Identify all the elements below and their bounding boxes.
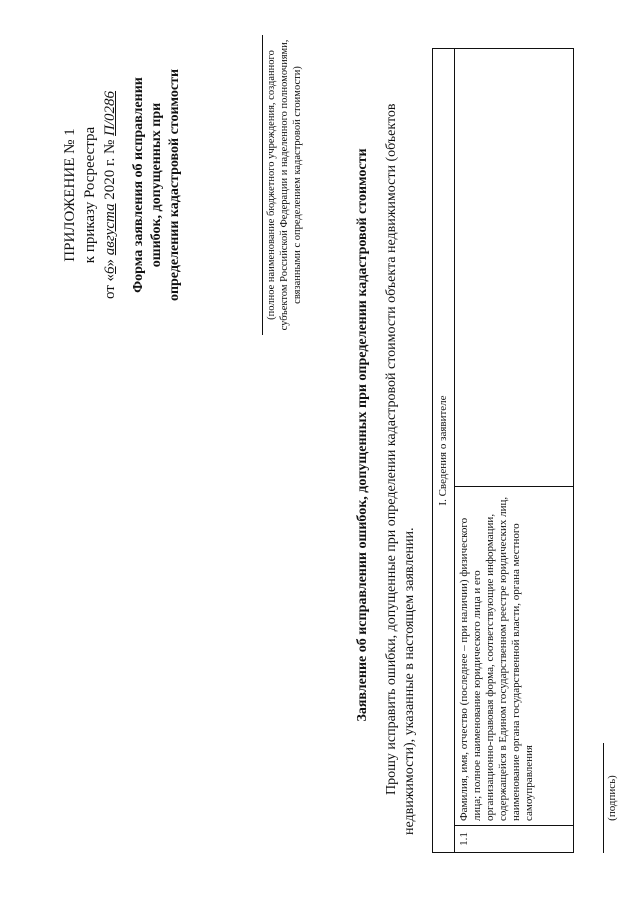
row-description: Фамилия, имя, отчество (последнее – при наличии) физического лица; полное наименование юридического лица и его организационно-правовая форма, соответствующие информации, содержащейся в Едином государственном реестре юридических лиц, наименование органа государственной власти, органа местного самоуправления [455,487,574,826]
appendix-order: к приказу Росреестра [82,126,98,264]
applicant-info-table [432,48,574,853]
org-caption: (полное наименование бюджетного учреждения, созданного субъектом Российской Федерации и наделенного полномочиями, связанными с определением кадастровой стоимости) [266,39,303,331]
signature-caption: (подпись) [606,775,618,821]
row-number: 1.1 [455,826,574,853]
appendix-date: от «6» августа 2020 г. № П/0286 [102,90,118,300]
section-title: I. Сведения о заявителе [433,49,455,853]
appendix-title: ПРИЛОЖЕНИЕ № 1 [62,128,78,262]
form-title: Форма заявления об исправлении ошибок, допущенных при определении кадастровой стоимости [131,68,182,302]
signature-line [603,743,604,853]
appendix-day: 6 [102,266,118,274]
request-text: Прошу исправить ошибки, допущенные при определении кадастровой стоимости объекта недвижимости (объектов недвижимости), указанные в настоящем заявлении. [384,103,417,835]
appendix-month: августа [102,203,118,256]
appendix-header [60,45,120,345]
table-row [455,49,574,853]
table-section-row [433,49,455,853]
appendix-number: П/0286 [102,90,118,136]
row-value-field[interactable] [455,49,574,487]
org-name-line [262,35,263,335]
statement-title: Заявление об исправлении ошибок, допущенных при определении кадастровой стоимости [355,148,370,722]
